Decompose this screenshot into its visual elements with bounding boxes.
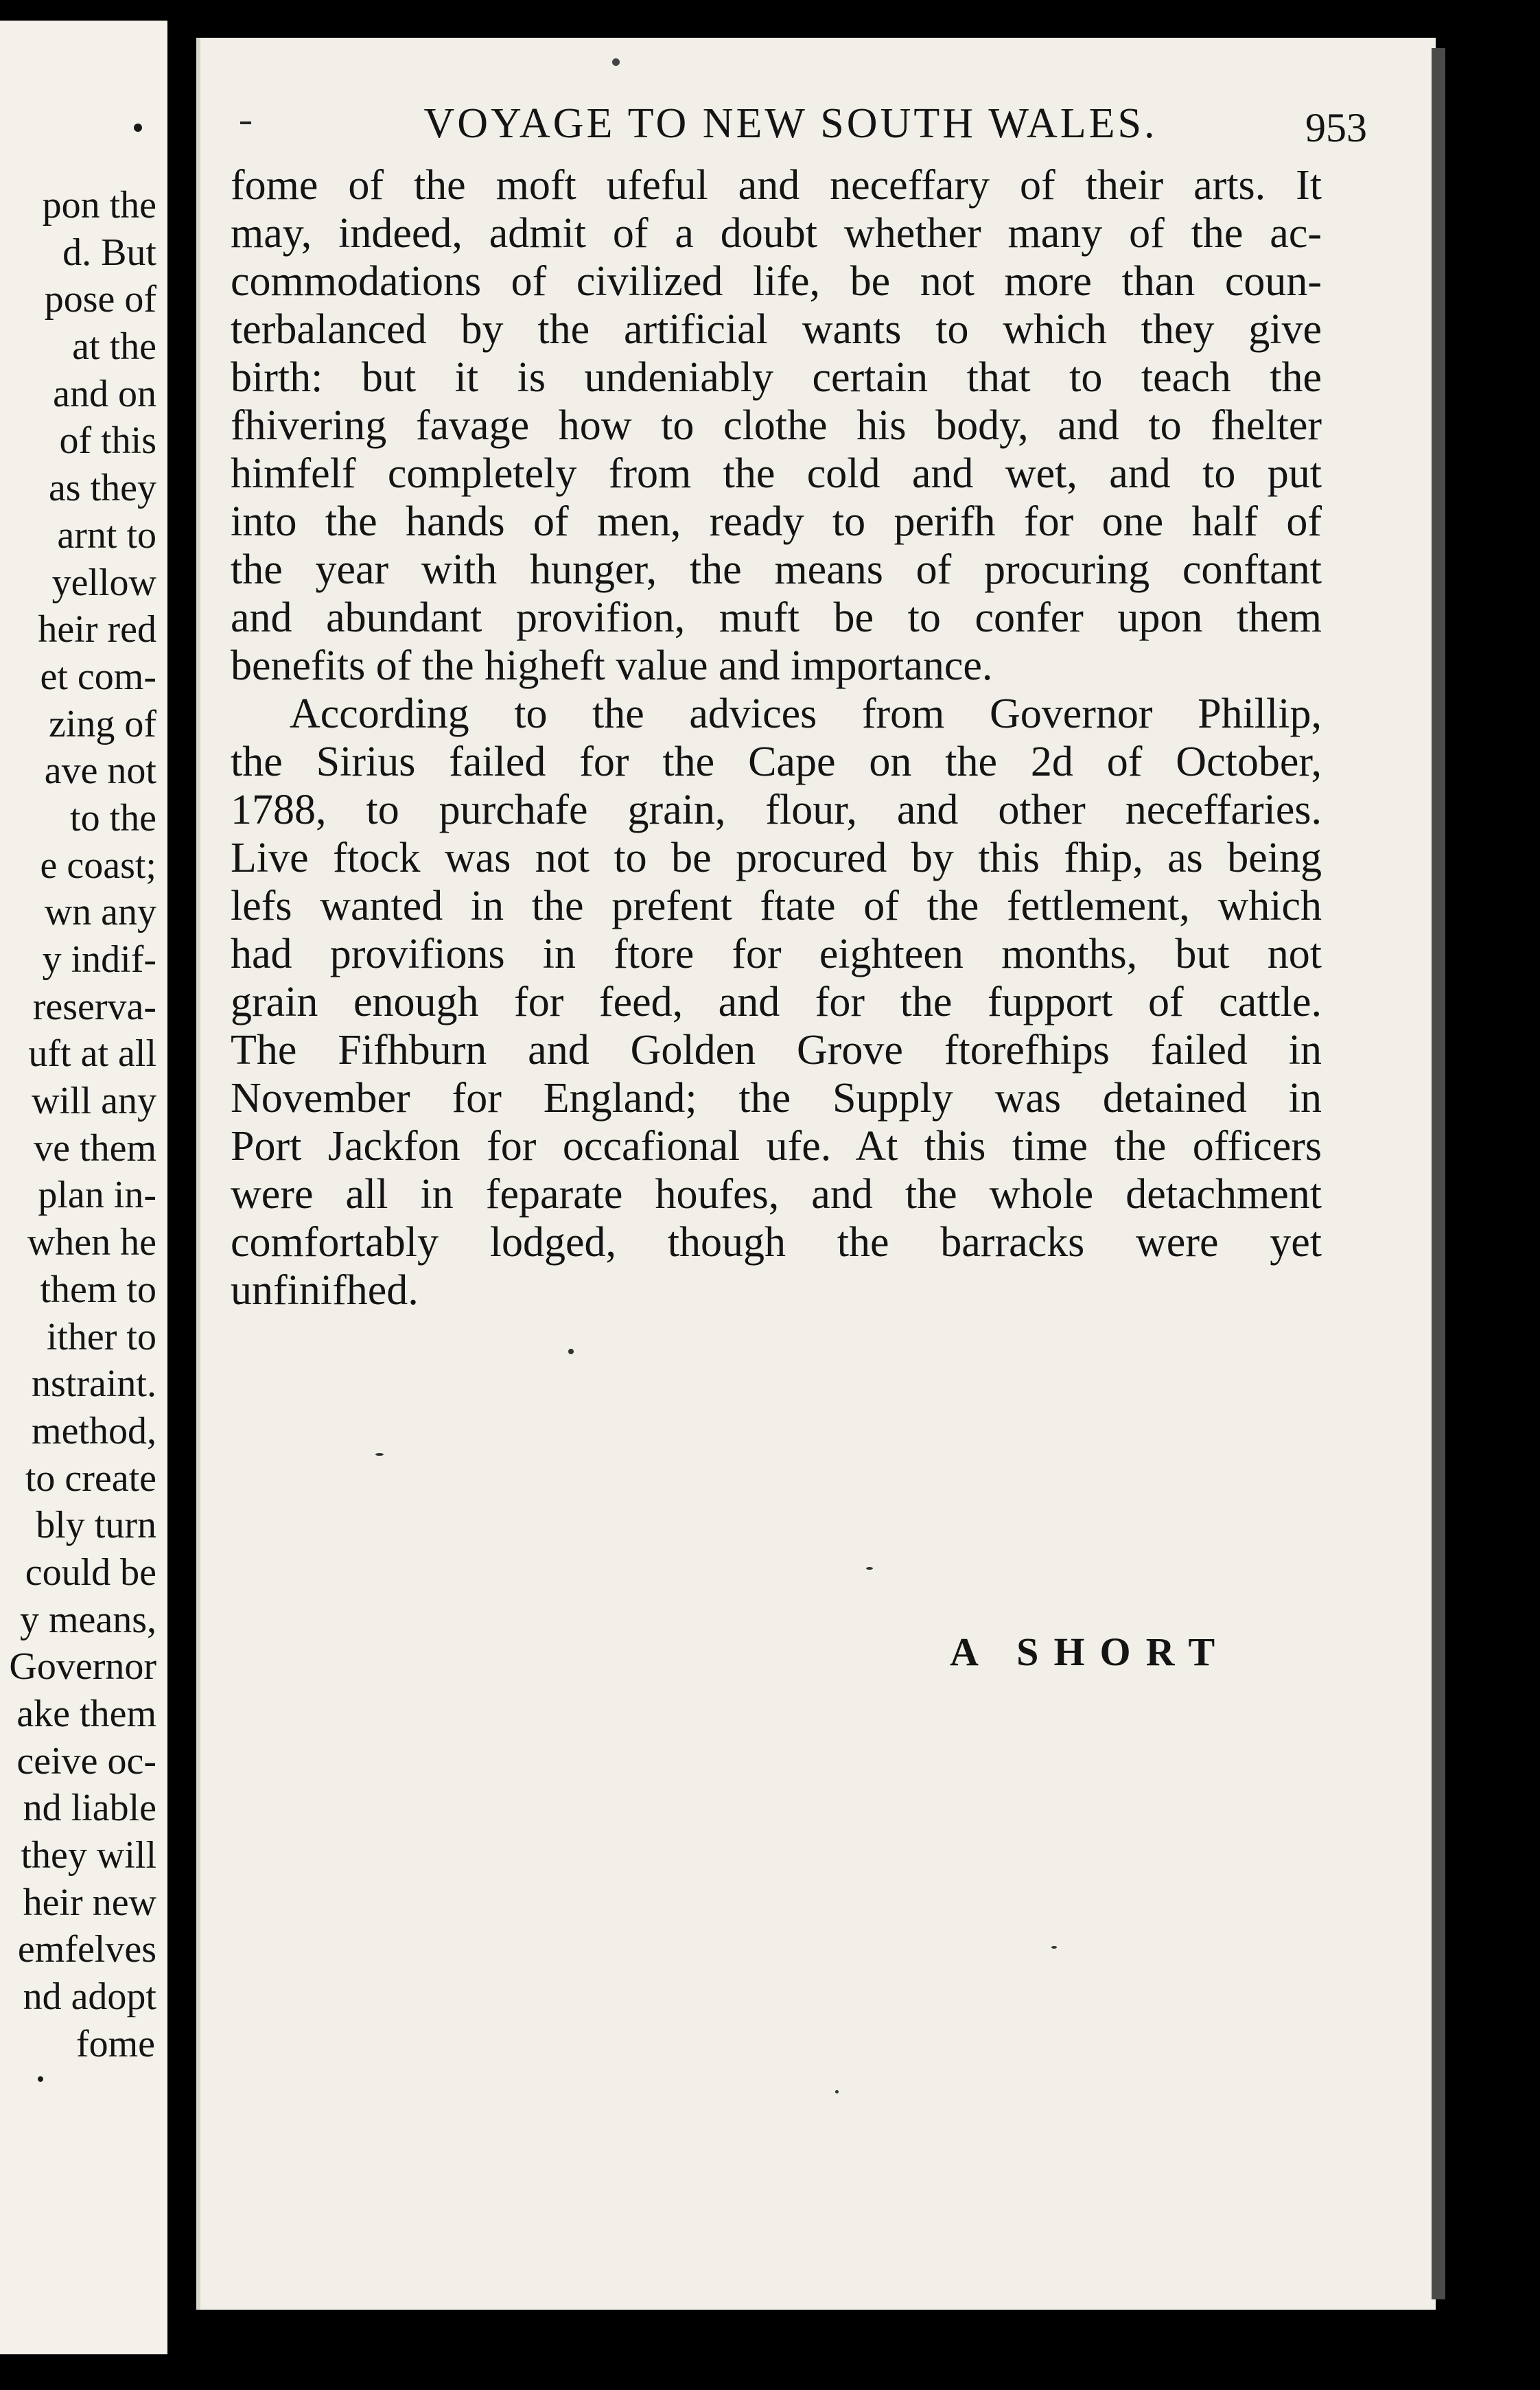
text-line: had provifions in ftore for eighteen months, but not [231, 931, 1322, 977]
body-text [231, 161, 1322, 1314]
text-line: Port Jackfon for occafional ufe. At this time the officers [231, 1123, 1322, 1170]
left-line: and on [53, 372, 156, 415]
left-line: they will [21, 1834, 156, 1877]
text-line: lefs wanted in the prefent ftate of the fettlement, which [231, 883, 1322, 929]
text-line: commodations of civilized life, be not more than coun- [231, 258, 1322, 305]
page-edge-shadow [1432, 48, 1445, 2299]
left-line: method, [32, 1409, 156, 1452]
paragraph-first-line: According to the advices from Governor Phillip, [290, 691, 1322, 737]
left-line: fome [75, 2022, 155, 2065]
left-line: ake them [16, 1693, 156, 1735]
left-line: will any [32, 1080, 156, 1123]
left-line: emfelves [17, 1928, 156, 1971]
left-line: pon the [42, 184, 156, 227]
left-line: yellow [51, 561, 156, 604]
text-line: fome of the moft ufeful and neceffary of their arts. It [231, 162, 1322, 209]
text-line: Live ftock was not to be procured by this fhip, as being [231, 835, 1322, 881]
left-line: et com- [40, 655, 156, 698]
left-line: Governor [9, 1645, 156, 1689]
ink-dot [134, 124, 142, 132]
left-line: them to [40, 1268, 156, 1311]
left-line: heir new [23, 1881, 156, 1924]
left-line: heir red [38, 608, 156, 651]
text-line: The Fifhburn and Golden Grove ftorefhips failed in [231, 1027, 1322, 1074]
left-line: at the [72, 325, 156, 369]
left-line: nstraint. [32, 1362, 156, 1406]
previous-page-line-endings [0, 182, 156, 2068]
left-line: to the [70, 796, 156, 839]
left-line: could be [25, 1551, 156, 1594]
left-line: when he [27, 1221, 156, 1264]
text-line: grain enough for feed, and for the fupport of cattle. [231, 979, 1322, 1025]
text-line: comfortably lodged, though the barracks were yet [231, 1219, 1322, 1266]
text-line: the Sirius failed for the Cape on the 2d of October, [231, 739, 1322, 785]
paragraph-last-line: benefits of the higheft value and importance. [231, 642, 993, 689]
ink-mark [240, 121, 251, 124]
text-line: were all in feparate houfes, and the whole detachment [231, 1171, 1322, 1218]
catchword: A SHORT [950, 1629, 1230, 1674]
left-line: arnt to [57, 513, 156, 557]
left-line: pose of [44, 278, 156, 321]
left-line: of this [59, 419, 156, 463]
paragraph-last-line: unfinifhed. [231, 1267, 419, 1314]
text-line: 1788, to purchafe grain, flour, and other neceffaries. [231, 787, 1322, 833]
ink-speck [1051, 1946, 1057, 1949]
ink-dot [38, 2076, 43, 2082]
text-line: birth: but it is undeniably certain that to teach the [231, 354, 1322, 401]
left-line: y indif- [42, 938, 156, 981]
book-page [196, 38, 1436, 2310]
left-line: ave not [44, 750, 156, 793]
left-line: reserva- [32, 985, 156, 1028]
left-line: to create [25, 1457, 156, 1500]
running-title: VOYAGE TO NEW SOUTH WALES. [423, 100, 1158, 147]
text-line: November for England; the Supply was detained in [231, 1075, 1322, 1122]
left-line: bly turn [36, 1504, 156, 1547]
previous-page-fragment [0, 21, 167, 2354]
ink-speck [568, 1349, 574, 1354]
left-line: y means, [19, 1598, 156, 1641]
text-line: into the hands of men, ready to perifh for one half of [231, 498, 1322, 545]
text-line: himfelf completely from the cold and wet, and to put [231, 450, 1322, 497]
ink-speck [375, 1453, 384, 1456]
left-line: nd adopt [23, 1975, 156, 2019]
left-line: plan in- [38, 1174, 156, 1217]
text-line: the year with hunger, the means of procuring conftant [231, 546, 1322, 593]
ink-speck [866, 1567, 873, 1570]
left-line: wn any [44, 891, 156, 934]
text-line: terbalanced by the artificial wants to which they give [231, 306, 1322, 353]
left-line: nd liable [23, 1787, 156, 1830]
left-line: as they [48, 467, 156, 510]
running-head [393, 86, 1367, 161]
left-line: zing of [48, 702, 156, 745]
page-number: 953 [1305, 105, 1367, 150]
text-line: may, indeed, admit of a doubt whether many of the ac- [231, 210, 1322, 257]
text-line: and abundant provifion, muft be to confer upon them [231, 594, 1322, 641]
left-line: ceive oc- [16, 1739, 156, 1783]
ink-dot [612, 58, 620, 66]
left-line: uft at all [28, 1032, 156, 1076]
text-line: fhivering favage how to clothe his body, and to fhelter [231, 402, 1322, 449]
left-line: e coast; [40, 844, 156, 887]
ink-speck [835, 2090, 839, 2093]
book-gutter [167, 0, 196, 2390]
left-line: d. But [62, 231, 156, 274]
left-line: ve them [34, 1126, 156, 1170]
left-line: ither to [46, 1315, 156, 1358]
